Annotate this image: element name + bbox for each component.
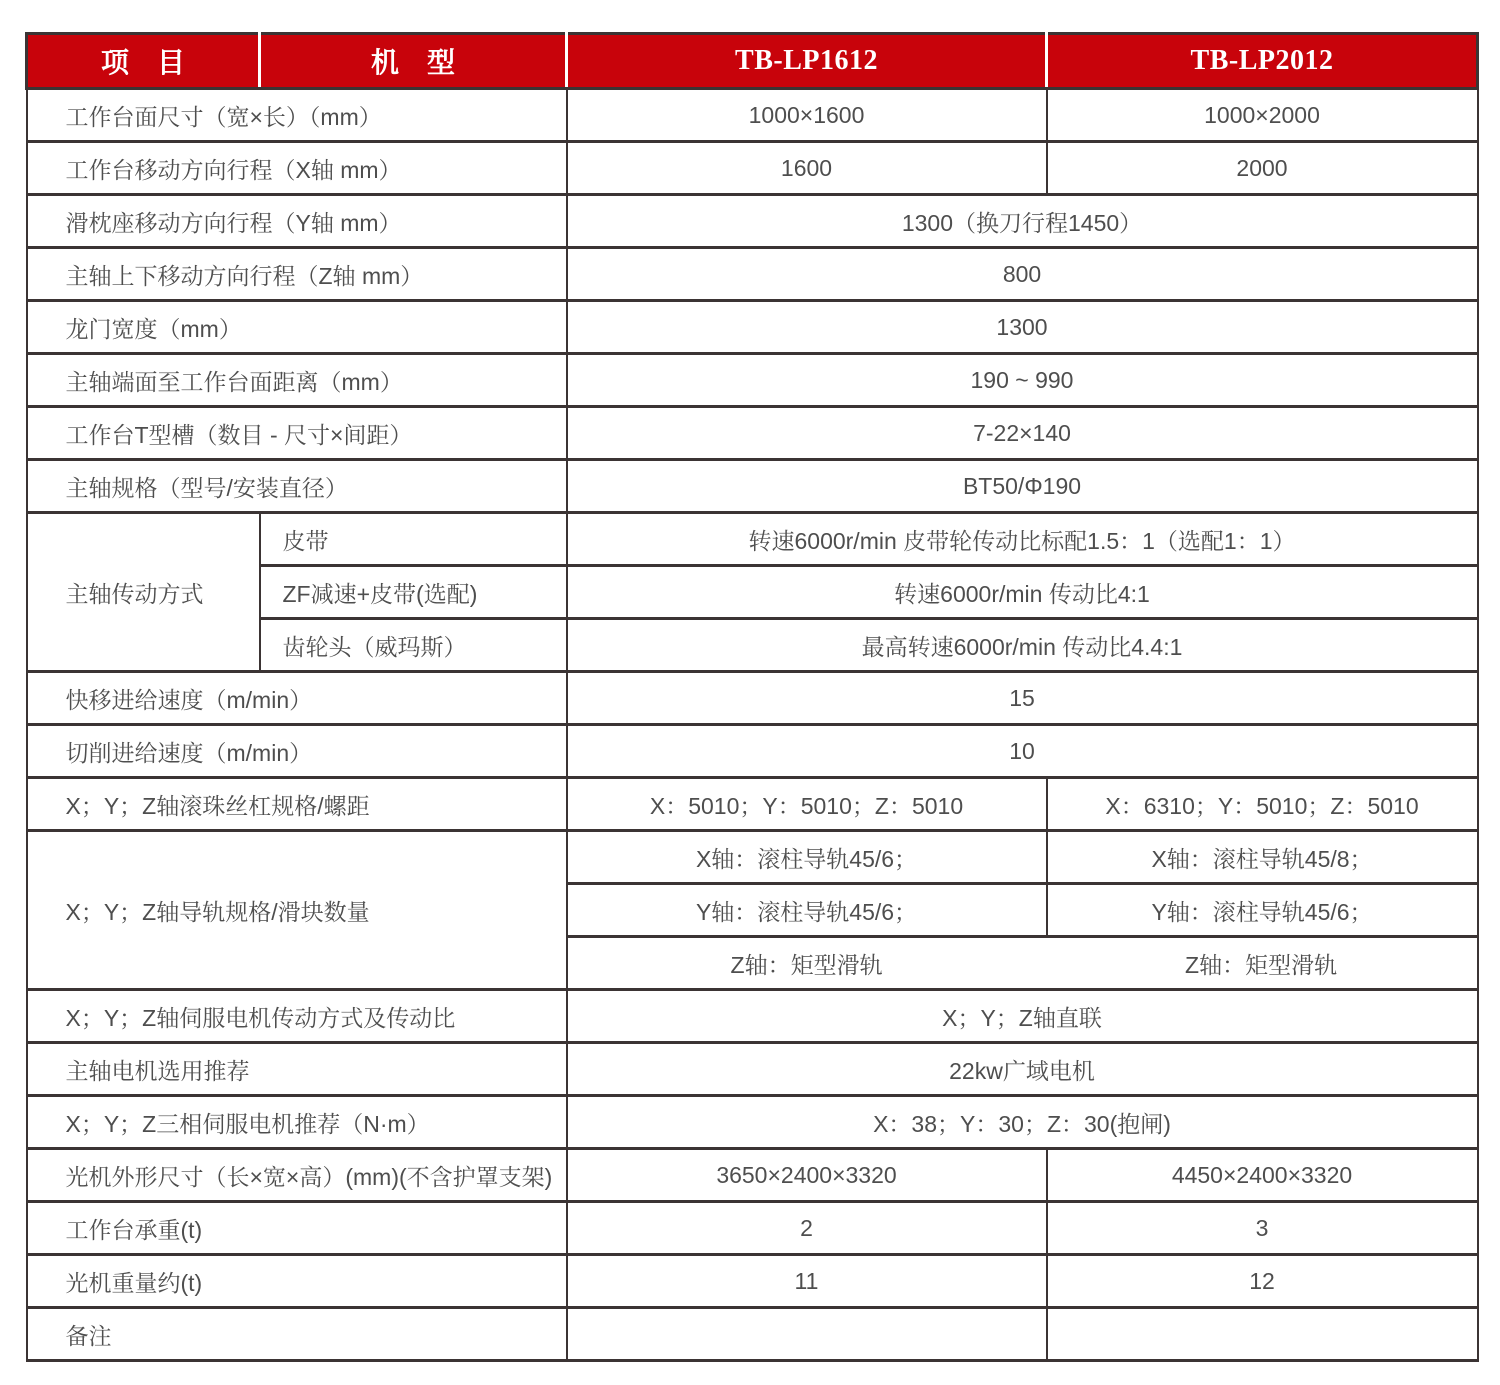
spec-value-model1: X：5010；Y：5010；Z：5010 [567,778,1047,831]
header-model: 机 型 [260,34,567,89]
row-gantry-width [27,301,1478,354]
header-projects: 项 目 [27,34,260,89]
spec-value-shared: 最高转速6000r/min 传动比4.4:1 [567,619,1478,672]
spec-value-shared: 转速6000r/min 皮带轮传动比标配1.5：1（选配1：1） [567,513,1478,566]
spec-label: 主轴电机选用推荐 [27,1043,567,1096]
row-guideway-x [27,831,1478,884]
spec-value-model1: X轴：滚柱导轨45/6； [567,831,1047,884]
row-cutting-feed [27,725,1478,778]
row-worktable-size [27,89,1478,142]
spec-value-model2: X：6310；Y：5010；Z：5010 [1047,778,1478,831]
spec-label: 工作台承重(t) [27,1202,567,1255]
dual-value-wrap [568,947,1477,980]
row-spindle-to-table [27,354,1478,407]
spec-value-shared: BT50/Φ190 [567,460,1478,513]
spec-value-shared: 10 [567,725,1478,778]
row-remarks [27,1308,1478,1361]
row-servo-motor [27,1096,1478,1149]
spec-label: 切削进给速度（m/min） [27,725,567,778]
spec-label: 主轴端面至工作台面距离（mm） [27,354,567,407]
spec-label: 快移进给速度（m/min） [27,672,567,725]
row-x-travel [27,142,1478,195]
spec-label: 工作台移动方向行程（X轴 mm） [27,142,567,195]
row-spindle-spec [27,460,1478,513]
spec-value-model2: Z轴：矩型滑轨 [1185,951,1338,978]
spec-label: 备注 [27,1308,567,1361]
spec-value-shared: 800 [567,248,1478,301]
spec-label: 光机重量约(t) [27,1255,567,1308]
row-rapid-feed [27,672,1478,725]
spec-value-shared: X：38；Y：30；Z：30(抱闸) [567,1096,1478,1149]
row-machine-weight [27,1255,1478,1308]
spec-label: X；Y；Z轴伺服电机传动方式及传动比 [27,990,567,1043]
row-spindle-motor [27,1043,1478,1096]
spec-value-model2: 3 [1047,1202,1478,1255]
row-z-travel [27,248,1478,301]
spec-value-model1: 3650×2400×3320 [567,1149,1047,1202]
spec-label: 工作台T型槽（数目 - 尺寸×间距） [27,407,567,460]
section-label-guideways: X；Y；Z轴导轨规格/滑块数量 [27,831,567,990]
spec-value-shared: 1300 [567,301,1478,354]
spec-value-model1: 2 [567,1202,1047,1255]
row-y-travel [27,195,1478,248]
spec-value-model2: 4450×2400×3320 [1047,1149,1478,1202]
spec-label: 光机外形尺寸（长×宽×高）(mm)(不含护罩支架) [27,1149,567,1202]
spec-value-model2 [1047,1308,1478,1361]
spec-value-shared: 15 [567,672,1478,725]
spec-value-model2: 1000×2000 [1047,89,1478,142]
spec-value-shared: 1300（换刀行程1450） [567,195,1478,248]
spec-value-model1: Y轴：滚柱导轨45/6； [567,884,1047,937]
spec-label: X；Y；Z轴滚珠丝杠规格/螺距 [27,778,567,831]
spec-value-model2: 2000 [1047,142,1478,195]
row-table-load [27,1202,1478,1255]
spec-value-shared: 7-22×140 [567,407,1478,460]
row-transmission-belt [27,513,1478,566]
spec-label: 主轴规格（型号/安装直径） [27,460,567,513]
spec-label: X；Y；Z三相伺服电机推荐（N·m） [27,1096,567,1149]
header-row [27,34,1478,89]
spec-label: 主轴上下移动方向行程（Z轴 mm） [27,248,567,301]
section-label-transmission: 主轴传动方式 [27,513,260,672]
spec-value-model1: Z轴：矩型滑轨 [730,951,883,978]
header-model2: TB-LP2012 [1047,34,1478,89]
spec-value-model2: 12 [1047,1255,1478,1308]
spec-value-model1: 11 [567,1255,1047,1308]
spec-value-shared: 22kw广域电机 [567,1043,1478,1096]
spec-value-model2: Y轴：滚柱导轨45/6； [1047,884,1478,937]
spec-sublabel: ZF减速+皮带(选配) [260,566,567,619]
spec-value-model2: X轴：滚柱导轨45/8； [1047,831,1478,884]
spec-value-dual [567,937,1478,990]
spec-value-shared: X；Y；Z轴直联 [567,990,1478,1043]
spec-label: 龙门宽度（mm） [27,301,567,354]
spec-label: 滑枕座移动方向行程（Y轴 mm） [27,195,567,248]
row-ballscrew [27,778,1478,831]
spec-value-model1: 1600 [567,142,1047,195]
row-servo-drive [27,990,1478,1043]
spec-label: 工作台面尺寸（宽×长）（mm） [27,89,567,142]
row-t-slot [27,407,1478,460]
header-model1: TB-LP1612 [567,34,1047,89]
spec-sublabel: 皮带 [260,513,567,566]
row-machine-size [27,1149,1478,1202]
spec-value-shared: 转速6000r/min 传动比4:1 [567,566,1478,619]
spec-value-model1: 1000×1600 [567,89,1047,142]
spec-table [25,32,1479,1362]
spec-value-model1 [567,1308,1047,1361]
spec-value-shared: 190 ~ 990 [567,354,1478,407]
spec-sublabel: 齿轮头（威玛斯） [260,619,567,672]
